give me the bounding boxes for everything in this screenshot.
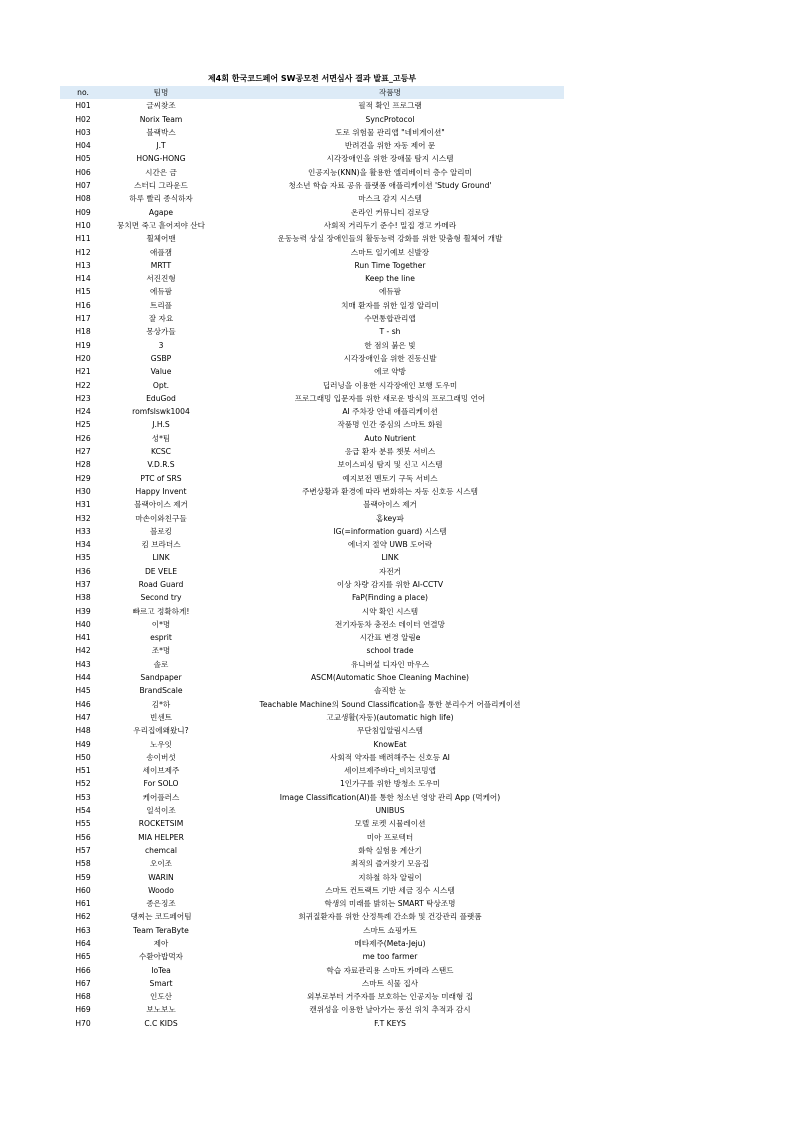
table-row xyxy=(60,405,564,418)
table-row xyxy=(60,99,564,112)
team-name: 솔로 xyxy=(153,659,169,669)
entry-number: H38 xyxy=(75,593,91,603)
entry-number: H31 xyxy=(75,500,91,510)
table-row xyxy=(60,751,564,764)
table-row xyxy=(60,871,564,884)
table-row xyxy=(60,485,564,498)
team-name: esprit xyxy=(150,633,172,643)
entry-number: H53 xyxy=(75,792,91,802)
table-row xyxy=(60,113,564,126)
work-title: 지하철 하차 알림이 xyxy=(358,872,422,882)
team-name: Opt. xyxy=(152,380,170,390)
entry-number: H57 xyxy=(75,845,91,855)
team-name: Agape xyxy=(148,207,174,217)
table-row xyxy=(60,964,564,977)
table-row xyxy=(60,192,564,205)
team-name: 종은징조 xyxy=(146,899,176,909)
team-name: 제아 xyxy=(153,939,169,948)
entry-number: H48 xyxy=(75,726,91,736)
work-title: 에듀팜 xyxy=(378,287,401,297)
table-row xyxy=(60,578,564,591)
team-name: WARIN xyxy=(148,872,174,882)
table-row xyxy=(60,512,564,525)
table-row xyxy=(60,591,564,604)
entry-number: H15 xyxy=(75,287,91,297)
team-name: 몽상가들 xyxy=(146,327,176,337)
work-title: 희귀질환자를 위한 산정특례 간소화 및 건강관리 플랫폼 xyxy=(298,912,482,922)
entry-number: H21 xyxy=(75,367,91,377)
team-name: 3 xyxy=(158,340,164,350)
team-name: 인도산 xyxy=(149,992,172,1002)
work-title: school trade xyxy=(366,646,414,656)
work-title: 무단침입알림시스템 xyxy=(356,726,424,736)
entry-number: H28 xyxy=(75,460,91,470)
entry-number: H54 xyxy=(75,806,91,816)
team-name: 이*명 xyxy=(151,619,171,629)
team-name: 일석이조 xyxy=(146,806,176,816)
entry-number: H59 xyxy=(75,872,91,882)
entry-number: H04 xyxy=(75,141,91,151)
team-name: chemcal xyxy=(145,845,177,855)
work-title: ASCM(Automatic Shoe Cleaning Machine) xyxy=(310,673,469,683)
entry-number: H68 xyxy=(75,992,91,1002)
entry-number: H07 xyxy=(75,181,91,191)
results-table xyxy=(60,86,564,1030)
entry-number: H56 xyxy=(75,832,91,842)
team-name: Norix Team xyxy=(139,114,183,124)
team-name: GSBP xyxy=(150,353,172,363)
work-title: 보이스피싱 탐지 및 신고 시스템 xyxy=(337,460,443,470)
table-row xyxy=(60,418,564,431)
table-header xyxy=(60,86,564,99)
table-row xyxy=(60,684,564,697)
work-title: me too farmer xyxy=(362,952,418,962)
work-title: T - sh xyxy=(379,327,401,337)
entry-number: H19 xyxy=(75,340,91,350)
work-title: 수면통합관리앱 xyxy=(364,314,416,324)
work-title: 사회적 거리두기 준수! 밀집 경고 카메라 xyxy=(323,220,457,230)
entry-number: H25 xyxy=(75,420,91,430)
table-row xyxy=(60,631,564,644)
entry-number: H64 xyxy=(75,939,91,948)
work-title: 미아 프로텍터 xyxy=(366,832,414,842)
table-row xyxy=(60,924,564,937)
entry-number: H13 xyxy=(75,260,91,270)
table-row xyxy=(60,738,564,751)
team-name: 세이브제주 xyxy=(142,766,180,776)
team-name: 휠체어맨 xyxy=(146,234,176,244)
work-title: 화학 실험용 계산기 xyxy=(358,845,422,855)
work-title: 반려견을 위한 자동 제어 문 xyxy=(344,141,436,151)
table-row xyxy=(60,312,564,325)
entry-number: H37 xyxy=(75,579,91,589)
work-title: IG(=information guard) 시스템 xyxy=(333,526,447,536)
work-title: 사회적 약자를 배려해주는 신호등 AI xyxy=(330,752,450,762)
table-row xyxy=(60,339,564,352)
table-row xyxy=(60,698,564,711)
header-no: no. xyxy=(77,88,89,97)
team-name: 케어플러스 xyxy=(142,792,180,802)
team-name: 조*명 xyxy=(151,646,171,656)
entry-number: H44 xyxy=(75,673,91,683)
work-title: 시각장애인을 위한 진동신발 xyxy=(343,353,437,363)
team-name: 마손이와친구들 xyxy=(135,513,187,523)
table-row xyxy=(60,711,564,724)
work-title: 스마트 쇼핑카트 xyxy=(363,925,417,935)
header-row xyxy=(60,86,564,99)
entry-number: H05 xyxy=(75,154,91,164)
entry-number: H58 xyxy=(75,859,91,869)
work-title: 에코 약방 xyxy=(374,367,406,377)
team-name: Smart xyxy=(149,978,173,988)
table-row xyxy=(60,325,564,338)
work-title: 메타제주(Meta-Jeju) xyxy=(354,939,426,948)
entry-number: H61 xyxy=(75,899,91,909)
team-name: 글씨찾조 xyxy=(146,101,176,111)
work-title: 학생의 미래를 밝히는 SMART 탁상조명 xyxy=(324,899,456,909)
team-name: PTC of SRS xyxy=(140,473,182,483)
table-row xyxy=(60,658,564,671)
team-name: 스터디 그라운드 xyxy=(134,181,188,191)
work-title: 1인가구를 위한 방청소 도우미 xyxy=(339,779,441,789)
work-title: KnowEat xyxy=(373,739,407,749)
table-row xyxy=(60,937,564,950)
team-name: 김*하 xyxy=(151,699,171,709)
team-name: 빈센트 xyxy=(149,712,172,722)
entry-number: H02 xyxy=(75,114,91,124)
team-name: 송이버섯 xyxy=(146,752,176,762)
entry-number: H17 xyxy=(75,314,91,324)
team-name: 서진진형 xyxy=(146,274,176,284)
entry-number: H35 xyxy=(75,553,91,563)
team-name: 하루 빨리 종식하자 xyxy=(129,194,193,204)
work-title: 에너지 절약 UWB 도어락 xyxy=(347,540,433,550)
work-title: F.T KEYS xyxy=(374,1018,406,1028)
work-title: 필적 확인 프로그램 xyxy=(358,101,422,111)
table-row xyxy=(60,246,564,259)
header-work-title: 작품명 xyxy=(378,88,401,97)
entry-number: H52 xyxy=(75,779,91,789)
work-title: 인공지능(KNN)을 활용한 엘리베이터 층수 알리미 xyxy=(308,167,472,177)
team-name: 잘 자요 xyxy=(148,314,174,324)
work-title: 자전거 xyxy=(378,566,401,576)
team-name: 트리플 xyxy=(149,300,172,310)
table-row xyxy=(60,990,564,1003)
table-row xyxy=(60,538,564,551)
entry-number: H18 xyxy=(75,327,91,337)
table-row xyxy=(60,272,564,285)
team-name: Team TeraByte xyxy=(133,925,189,935)
entry-number: H14 xyxy=(75,274,91,284)
team-name: Road Guard xyxy=(138,579,184,589)
entry-number: H03 xyxy=(75,127,91,137)
table-row xyxy=(60,764,564,777)
entry-number: H12 xyxy=(75,247,91,257)
team-name: ROCKETSIM xyxy=(138,819,184,829)
work-title: 블랙아이스 제거 xyxy=(363,500,417,510)
team-name: IoTea xyxy=(151,965,171,975)
table-row xyxy=(60,472,564,485)
team-name: 블랙박스 xyxy=(146,127,176,137)
work-title: 한 점의 붉은 빛 xyxy=(364,340,416,350)
table-row xyxy=(60,445,564,458)
work-title: Teachable Machine의 Sound Classification을 통한 분리수거 어플리케이션 xyxy=(259,699,521,709)
entry-number: H09 xyxy=(75,207,91,217)
team-name: 에듀팜 xyxy=(149,287,172,297)
work-title: 캔위성을 이용한 날아가는 풍선 위치 추적과 감시 xyxy=(309,1005,471,1015)
entry-number: H11 xyxy=(75,234,91,244)
team-name: romfslswk1004 xyxy=(132,407,190,417)
team-name: Sandpaper xyxy=(140,673,182,683)
table-row xyxy=(60,804,564,817)
table-row xyxy=(60,299,564,312)
entry-number: H22 xyxy=(75,380,91,390)
team-name: 보노보노 xyxy=(146,1005,176,1015)
work-title: 스마트 식물 집사 xyxy=(361,978,419,988)
table-row xyxy=(60,565,564,578)
team-name: 시간은 금 xyxy=(145,167,177,177)
table-row xyxy=(60,525,564,538)
work-title: 시각장애인을 위한 장애물 탐지 시스템 xyxy=(326,154,454,164)
table-row xyxy=(60,618,564,631)
work-title: UNIBUS xyxy=(375,806,405,816)
team-name: 수환아밥먹자 xyxy=(138,952,183,962)
team-name: C.C KIDS xyxy=(144,1018,178,1028)
work-title: 유니버설 디자인 마우스 xyxy=(350,659,430,669)
table-row xyxy=(60,897,564,910)
entry-number: H40 xyxy=(75,619,91,629)
table-row xyxy=(60,857,564,870)
work-title: 주변상황과 환경에 따라 변화하는 자동 신호등 시스템 xyxy=(302,486,478,496)
table-row xyxy=(60,166,564,179)
table-row xyxy=(60,179,564,192)
team-name: 성*팀 xyxy=(151,433,171,443)
work-title: 딥러닝을 이용한 시각장애인 보행 도우미 xyxy=(322,380,458,390)
team-name: LINK xyxy=(152,553,170,563)
work-title: 시간표 변경 알림e xyxy=(359,633,421,643)
entry-number: H26 xyxy=(75,433,91,443)
entry-number: H01 xyxy=(75,101,91,111)
entry-number: H60 xyxy=(75,885,91,895)
team-name: Happy Invent xyxy=(135,486,187,496)
entry-number: H62 xyxy=(75,912,91,922)
work-title: 예지보전 멘토기 구독 서비스 xyxy=(342,473,438,483)
work-title: 온라인 커뮤니티 검로당 xyxy=(350,207,430,217)
team-name: 블랙아이스 제거 xyxy=(134,500,188,510)
table-row xyxy=(60,644,564,657)
team-name: EduGod xyxy=(146,393,176,403)
table-row xyxy=(60,777,564,790)
work-title: 스마트 컨트랙트 기반 세금 징수 시스템 xyxy=(325,885,455,895)
work-title: 마스크 감지 시스템 xyxy=(358,194,422,204)
entry-number: H42 xyxy=(75,646,91,656)
table-row xyxy=(60,884,564,897)
table-row xyxy=(60,365,564,378)
table-row xyxy=(60,950,564,963)
entry-number: H30 xyxy=(75,486,91,496)
work-title: 고교생활(자동)(automatic high life) xyxy=(326,712,454,722)
work-title: 응급 환자 분류 챗봇 서비스 xyxy=(344,447,436,457)
team-name: DE VELE xyxy=(144,566,178,576)
work-title: 운동능력 상실 장애인들의 활동능력 강화를 위한 맞춤형 휠체어 개발 xyxy=(277,234,503,244)
team-name: 빠르고 정확하게! xyxy=(132,606,190,616)
table-row xyxy=(60,139,564,152)
team-name: 노우잇 xyxy=(149,739,172,749)
work-title: Keep the line xyxy=(365,274,415,284)
entry-number: H55 xyxy=(75,819,91,829)
work-title: Auto Nutrient xyxy=(364,433,416,443)
work-title: 전기자동차 충전소 데이터 연결망 xyxy=(335,619,445,629)
table-row xyxy=(60,259,564,272)
entry-number: H34 xyxy=(75,540,91,550)
table-row xyxy=(60,458,564,471)
entry-number: H24 xyxy=(75,407,91,417)
work-title: 솔직한 눈 xyxy=(374,686,406,696)
entry-number: H46 xyxy=(75,699,91,709)
entry-number: H70 xyxy=(75,1018,91,1028)
team-name: Value xyxy=(150,367,172,377)
table-row xyxy=(60,910,564,923)
entry-number: H51 xyxy=(75,766,91,776)
work-title: 학습 자료관리용 스마트 카메라 스탠드 xyxy=(326,965,454,975)
team-name: For SOLO xyxy=(143,779,179,789)
table-row xyxy=(60,432,564,445)
entry-number: H41 xyxy=(75,633,91,643)
results-sheet xyxy=(60,72,564,1030)
entry-number: H69 xyxy=(75,1005,91,1015)
entry-number: H16 xyxy=(75,300,91,310)
table-row xyxy=(60,232,564,245)
entry-number: H27 xyxy=(75,447,91,457)
work-title: 작품명 인간 중심의 스마트 화원 xyxy=(337,420,443,430)
work-title: 세이브제주바다_비치코밍앱 xyxy=(344,766,436,776)
entry-number: H36 xyxy=(75,566,91,576)
table-row xyxy=(60,831,564,844)
entry-number: H66 xyxy=(75,965,91,975)
work-title: AI 주차장 안내 애플리케이션 xyxy=(342,407,438,417)
table-row xyxy=(60,1003,564,1016)
entry-number: H32 xyxy=(75,513,91,523)
entry-number: H10 xyxy=(75,220,91,230)
table-row xyxy=(60,352,564,365)
work-title: 이상 차량 감지를 위한 AI-CCTV xyxy=(336,579,444,589)
table-row xyxy=(60,152,564,165)
work-title: 프로그래밍 입문자를 위한 새로운 방식의 프로그래밍 언어 xyxy=(294,393,486,403)
work-title: 모델 로켓 시뮬레이션 xyxy=(354,819,426,829)
table-row xyxy=(60,392,564,405)
team-name: 애플잼 xyxy=(149,247,172,257)
work-title: 시약 확인 시스템 xyxy=(361,606,419,616)
team-name: Woodo xyxy=(148,885,174,895)
header-team-name: 팀명 xyxy=(153,88,169,97)
team-name: 댕찌는 코드페어팀 xyxy=(130,912,192,922)
table-row xyxy=(60,379,564,392)
team-name: J.H.S xyxy=(152,420,170,430)
team-name: 킴 브라더스 xyxy=(141,540,181,550)
work-title: SyncProtocol xyxy=(365,114,415,124)
work-title: 청소년 학습 자료 공유 플랫폼 애플리케이션 'Study Ground' xyxy=(288,181,492,191)
team-name: 우리집에왜왔니? xyxy=(133,726,189,736)
work-title: 외부로부터 거주자를 보호하는 인공지능 미래형 집 xyxy=(306,992,474,1002)
entry-number: H29 xyxy=(75,473,91,483)
team-name: J.T xyxy=(156,141,166,151)
entry-number: H47 xyxy=(75,712,91,722)
table-row xyxy=(60,206,564,219)
entry-number: H65 xyxy=(75,952,91,962)
table-row xyxy=(60,219,564,232)
table-row xyxy=(60,1017,564,1030)
team-name: MIA HELPER xyxy=(138,832,184,842)
table-row xyxy=(60,126,564,139)
entry-number: H39 xyxy=(75,606,91,616)
table-row xyxy=(60,605,564,618)
entry-number: H63 xyxy=(75,925,91,935)
work-title: Run Time Together xyxy=(354,260,426,270)
table-row xyxy=(60,977,564,990)
document-title: 제4회 한국코드페어 SW공모전 서면심사 결과 발표_고등부 xyxy=(207,74,417,83)
entry-number: H49 xyxy=(75,739,91,749)
work-title: FaP(Finding a place) xyxy=(351,593,429,603)
work-title: 치매 환자를 위한 일정 알리미 xyxy=(341,300,439,310)
team-name: KCSC xyxy=(151,447,171,457)
entry-number: H08 xyxy=(75,194,91,204)
table-row xyxy=(60,791,564,804)
entry-number: H23 xyxy=(75,393,91,403)
table-row xyxy=(60,671,564,684)
work-title: 스마트 일기예보 신발장 xyxy=(350,247,430,257)
entry-number: H67 xyxy=(75,978,91,988)
work-title: LINK xyxy=(381,553,399,563)
table-body xyxy=(60,99,564,1030)
entry-number: H45 xyxy=(75,686,91,696)
team-name: HONG-HONG xyxy=(136,154,186,164)
work-title: Image Classification(AI)를 통한 청소년 영양 관리 App (먹케어) xyxy=(279,792,501,802)
team-name: MRTT xyxy=(150,260,172,270)
team-name: BrandScale xyxy=(139,686,183,696)
team-name: 오이조 xyxy=(149,859,172,869)
team-name: 뭉치면 죽고 흩어져야 산다 xyxy=(117,220,205,230)
team-name: Second try xyxy=(140,593,182,603)
entry-number: H20 xyxy=(75,353,91,363)
entry-number: H33 xyxy=(75,526,91,536)
work-title: 최적의 즐겨찾기 모음집 xyxy=(350,859,430,869)
table-row xyxy=(60,817,564,830)
table-row xyxy=(60,844,564,857)
table-row xyxy=(60,498,564,511)
team-name: V.D.R.S xyxy=(147,460,175,470)
work-title: 홈key파 xyxy=(376,513,404,523)
table-row xyxy=(60,285,564,298)
table-row xyxy=(60,551,564,564)
work-title: 도로 위험물 관리앱 "네비게이션" xyxy=(335,127,445,137)
entry-number: H43 xyxy=(75,659,91,669)
team-name: 블로킹 xyxy=(149,526,172,536)
entry-number: H50 xyxy=(75,752,91,762)
entry-number: H06 xyxy=(75,167,91,177)
table-row xyxy=(60,724,564,737)
